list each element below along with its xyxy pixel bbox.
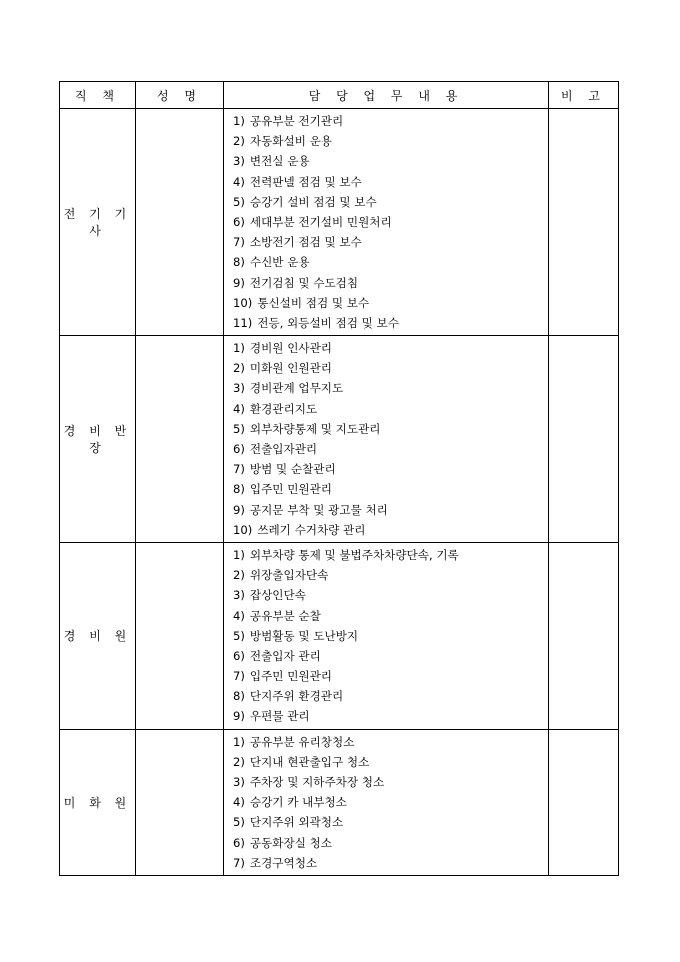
duty-text: 입주민 민원관리 [249,669,332,684]
duty-number: 5) [233,421,245,436]
duty-number: 1) [233,341,245,356]
remarks-cell [549,109,619,336]
duty-text: 공지문 부착 및 광고물 처리 [249,502,388,517]
duty-item [233,565,548,585]
duty-text: 단지주위 환경관리 [249,689,344,704]
duty-text: 수신반 운용 [249,255,310,270]
role-cell: 경 비 반 장 [60,336,136,543]
duty-text: 미화원 인원관리 [249,361,332,376]
duty-item [233,626,548,646]
duty-item [233,520,548,540]
duty-number: 1) [233,114,245,128]
duty-text: 외부차량통제 및 지도관리 [249,421,381,436]
table-row [60,542,619,729]
duty-item [233,666,548,686]
duty-item [233,479,548,499]
duty-text: 전출입자 관리 [249,648,321,663]
duty-item [233,378,548,398]
duty-text: 단지주위 외곽청소 [249,815,344,830]
duty-number: 4) [233,795,245,810]
duty-item [233,172,548,192]
duty-number: 9) [233,275,245,290]
table-row [60,109,619,336]
duty-number: 4) [233,608,245,623]
duty-item [233,606,548,626]
duty-table [59,81,619,876]
duty-number: 9) [233,709,245,724]
name-cell [136,729,224,875]
duty-list [233,732,548,873]
role-cell: 경 비 원 [60,542,136,729]
duty-item [233,706,548,726]
duty-item [233,686,548,706]
duty-text: 우편물 관리 [249,709,310,724]
duty-text: 잡상인단속 [249,588,306,603]
table-body [60,109,619,876]
duty-number: 4) [233,401,245,416]
duty-text: 변전실 운용 [249,154,310,169]
duty-item [233,646,548,666]
duty-item [233,732,548,752]
duty-text: 세대부분 전기설비 민원처리 [249,214,392,229]
table-row [60,336,619,543]
duty-item [233,111,548,131]
duty-item [233,500,548,520]
duty-item [233,772,548,792]
table-row [60,729,619,875]
duty-number: 3) [233,775,245,789]
duties-cell [224,542,549,729]
duty-text: 단지내 현관출입구 청소 [249,754,370,769]
role-cell: 전 기 기 사 [60,109,136,336]
duty-item [233,585,548,605]
duty-text: 승강기 설비 점검 및 보수 [249,194,377,209]
duties-cell [224,729,549,875]
duty-number: 10) [233,295,253,310]
duty-number: 3) [233,381,245,396]
duty-text: 공유부분 순찰 [249,608,321,623]
duty-item [233,151,548,171]
duty-text: 경비관계 업무지도 [249,381,344,396]
duty-item [233,232,548,252]
header-role: 직 책 [60,82,136,109]
duty-number: 4) [233,174,245,189]
remarks-cell [549,336,619,543]
duty-number: 7) [233,235,245,250]
duty-number: 7) [233,462,245,477]
duty-item [233,212,548,232]
duty-text: 승강기 카 내부청소 [249,795,347,810]
duties-cell [224,109,549,336]
duty-number: 2) [233,568,245,583]
duty-item [233,252,548,272]
duty-item [233,853,548,873]
duty-text: 쓰레기 수거차량 관리 [257,522,366,537]
duty-number: 10) [233,522,253,537]
duty-number: 6) [233,214,245,229]
remarks-cell [549,542,619,729]
duty-number: 6) [233,835,245,850]
duty-item [233,459,548,479]
duty-list [233,111,548,333]
duty-number: 8) [233,689,245,704]
duty-item [233,358,548,378]
header-row [60,82,619,109]
name-cell [136,336,224,543]
duty-number: 7) [233,855,245,870]
duty-number: 5) [233,628,245,643]
duty-text: 소방전기 점검 및 보수 [249,235,362,250]
duty-item [233,273,548,293]
duty-text: 자동화설비 운용 [249,134,332,149]
duty-text: 공유부분 유리창청소 [249,734,355,749]
duty-number: 8) [233,482,245,497]
duty-item [233,131,548,151]
duty-number: 9) [233,502,245,517]
duty-text: 전력판넬 점검 및 보수 [249,174,362,189]
duty-item [233,833,548,853]
duty-text: 경비원 인사관리 [249,341,332,356]
duty-number: 2) [233,361,245,376]
duty-text: 조경구역청소 [249,855,318,870]
remarks-cell [549,729,619,875]
duty-text: 방범활동 및 도난방지 [249,628,359,643]
role-cell: 미 화 원 [60,729,136,875]
duty-number: 3) [233,588,245,603]
duty-item [233,752,548,772]
duty-text: 입주민 민원관리 [249,482,332,497]
duty-item [233,192,548,212]
duty-text: 위장출입자단속 [249,568,329,583]
duty-text: 외부차량 통제 및 불법주차차량단속, 기록 [249,547,459,562]
duty-number: 5) [233,815,245,830]
duty-list [233,545,548,727]
duty-list [233,338,548,540]
duty-number: 7) [233,669,245,684]
duty-item [233,293,548,313]
duty-number: 1) [233,734,245,749]
name-cell [136,542,224,729]
duty-text: 주차장 및 지하주차장 청소 [249,775,385,789]
duty-text: 방범 및 순찰관리 [249,462,336,477]
duty-text: 환경관리지도 [249,401,318,416]
header-remarks: 비 고 [549,82,619,109]
duty-number: 11) [233,315,253,330]
duty-item [233,338,548,358]
duty-item [233,792,548,812]
duty-number: 3) [233,154,245,169]
duty-item [233,439,548,459]
duty-item [233,812,548,832]
duty-item [233,399,548,419]
header-duties: 담 당 업 무 내 용 [224,82,549,109]
duty-number: 2) [233,754,245,769]
duty-text: 전출입자관리 [249,442,318,456]
duty-number: 6) [233,442,245,456]
duty-text: 전등, 외등설비 점검 및 보수 [257,315,399,330]
duty-item [233,313,548,333]
header-name: 성 명 [136,82,224,109]
duty-item [233,545,548,565]
duty-number: 1) [233,547,245,562]
duty-number: 5) [233,194,245,209]
duty-item [233,419,548,439]
duty-text: 공동화장실 청소 [249,835,332,850]
duty-text: 통신설비 점검 및 보수 [257,295,370,310]
duty-number: 6) [233,648,245,663]
duty-number: 8) [233,255,245,270]
duty-text: 전기검침 및 수도검침 [249,275,359,290]
duty-text: 공유부분 전기관리 [249,114,344,128]
duties-cell [224,336,549,543]
name-cell [136,109,224,336]
duty-number: 2) [233,134,245,149]
